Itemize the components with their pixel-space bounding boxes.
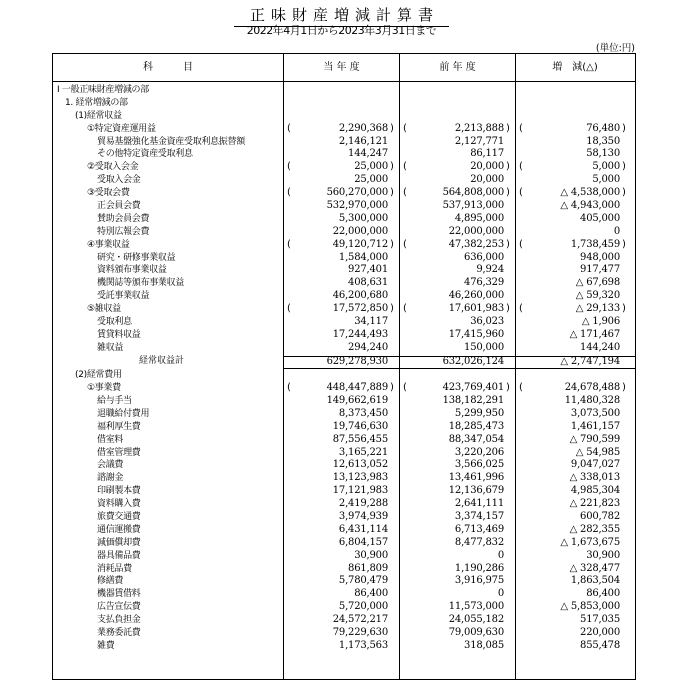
previous-year-value: 3,916,975 [454, 575, 504, 587]
current-year-value: 144,247 [348, 148, 388, 160]
row-label: 旅費交通費 [97, 512, 141, 522]
current-year-value: 629,278,930 [326, 355, 388, 367]
total-label: 経常収益計 [139, 355, 185, 366]
table-row [53, 447, 635, 460]
previous-year-value: 138,182,291 [442, 394, 504, 406]
current-year-value: 560,270,000 [326, 187, 388, 199]
current-year-value: 5,300,000 [338, 212, 388, 224]
change-value: △ 1,673,675 [560, 536, 620, 548]
row-label: 広告宣伝費 [97, 602, 141, 613]
close-paren: ) [390, 161, 394, 173]
change-value: 5,000 [592, 174, 620, 186]
current-year-value: 6,431,114 [338, 523, 388, 535]
previous-year-value: 9,924 [476, 264, 504, 276]
row-label: 修繕費 [97, 576, 124, 587]
table-row [53, 97, 635, 110]
change-value: 58,130 [586, 148, 620, 160]
current-year-value: 79,229,630 [332, 627, 388, 639]
current-year-value: 408,631 [348, 277, 388, 289]
table-header [53, 54, 635, 82]
table-body [53, 84, 635, 653]
row-label: その他特定資産受取利息 [97, 149, 193, 160]
row-label: (2)経常費用 [75, 370, 122, 381]
current-year-value: 1,584,000 [338, 251, 388, 263]
current-year-value: 34,117 [354, 316, 388, 328]
row-label: ⑤雑収益 [87, 304, 121, 315]
change-value: △ 54,985 [575, 446, 620, 458]
table-row [53, 524, 635, 537]
row-label: 福利厚生費 [97, 421, 141, 432]
previous-year-value: 150,000 [464, 341, 504, 353]
row-label: 退職給付費用 [97, 408, 150, 419]
change-value: 855,478 [580, 639, 620, 651]
previous-year-value: 6,713,469 [454, 523, 504, 535]
previous-year-value: 11,573,000 [448, 601, 504, 613]
current-year-value: 149,662,619 [326, 394, 388, 406]
current-year-value: 13,123,983 [332, 472, 388, 484]
change-value: 30,900 [586, 549, 620, 561]
current-year-value: 5,780,479 [338, 575, 388, 587]
change-value: 144,240 [580, 341, 620, 353]
open-paren: ( [403, 238, 407, 250]
open-paren: ( [519, 238, 523, 250]
table-row [53, 264, 635, 277]
change-value: 3,073,500 [570, 407, 620, 419]
previous-year-value: 0 [497, 588, 504, 600]
row-label: 機器賃借料 [97, 589, 141, 600]
previous-year-value: 3,220,206 [454, 446, 504, 458]
open-paren: ( [519, 122, 523, 134]
change-value: △ 2,747,194 [560, 355, 620, 367]
row-label: Ⅰ 一般正味財産増減の部 [57, 85, 149, 95]
change-value: 1,738,459 [570, 238, 620, 250]
table-row [53, 290, 635, 303]
table-row [53, 187, 635, 200]
open-paren: ( [403, 122, 407, 134]
table-row [53, 408, 635, 421]
row-label: 機関誌等頒布事業収益 [97, 278, 185, 289]
current-year-value: 2,290,368 [338, 122, 388, 134]
statement-table [52, 53, 636, 680]
close-paren: ) [506, 303, 510, 315]
close-paren: ) [622, 303, 626, 315]
change-value: 86,400 [586, 588, 620, 600]
change-value: 917,477 [580, 264, 620, 276]
change-value: △ 171,467 [569, 328, 620, 340]
close-paren: ) [390, 187, 394, 199]
table-row [53, 303, 635, 316]
change-value: 11,480,328 [564, 394, 620, 406]
row-label: 貿易基盤強化基金資産受取利息振替額 [97, 136, 245, 147]
change-value: △ 328,477 [569, 562, 620, 574]
previous-year-value: 22,000,000 [448, 225, 504, 237]
row-label: 正会員会費 [97, 201, 141, 212]
current-year-value: 25,000 [354, 174, 388, 186]
current-year-value: 86,400 [354, 588, 388, 600]
close-paren: ) [506, 161, 510, 173]
change-value: 0 [613, 225, 620, 237]
change-value: △ 59,320 [575, 290, 620, 302]
row-label: 特別広報会費 [97, 226, 150, 237]
change-value: 517,035 [580, 614, 620, 626]
row-label: 消耗品費 [97, 563, 132, 574]
previous-year-value: 12,136,679 [448, 485, 504, 497]
current-year-value: 17,121,983 [332, 485, 388, 497]
row-label: 1. 経常増減の部 [65, 97, 128, 108]
table-row [53, 575, 635, 588]
close-paren: ) [390, 382, 394, 394]
open-paren: ( [287, 238, 291, 250]
row-label: 研究・研修事業収益 [97, 252, 176, 263]
previous-year-value: 86,117 [470, 148, 504, 160]
current-year-value: 2,419,288 [338, 498, 388, 510]
row-label: 受取入会金 [97, 175, 141, 186]
close-paren: ) [622, 238, 626, 250]
previous-year-value: 24,055,182 [448, 614, 504, 626]
change-value: 1,461,157 [570, 420, 620, 432]
current-year-value: 12,613,052 [332, 459, 388, 471]
close-paren: ) [622, 382, 626, 394]
row-label: 受取利息 [97, 317, 132, 328]
open-paren: ( [519, 187, 523, 199]
open-paren: ( [287, 382, 291, 394]
previous-year-value: 20,000 [470, 161, 504, 173]
current-year-value: 8,373,450 [338, 407, 388, 419]
row-label: 印刷製本費 [97, 486, 141, 497]
change-value: 9,047,027 [570, 459, 620, 471]
table-row [53, 601, 635, 614]
current-year-value: 3,974,939 [338, 511, 388, 522]
change-value: 220,000 [580, 627, 620, 639]
open-paren: ( [519, 303, 523, 315]
table-row [53, 511, 635, 524]
previous-year-value: 4,895,000 [454, 212, 504, 224]
current-year-value: 46,200,680 [332, 290, 388, 302]
open-paren: ( [403, 187, 407, 199]
open-paren: ( [519, 382, 523, 394]
current-year-value: 87,556,455 [332, 433, 388, 445]
table-row [53, 213, 635, 226]
change-value: 405,000 [580, 212, 620, 224]
change-value: 24,678,488 [564, 382, 620, 394]
change-value: △ 67,698 [575, 277, 620, 289]
header-subject: 科 目 [143, 62, 193, 73]
table-row [53, 174, 635, 187]
current-year-value: 17,244,493 [332, 328, 388, 340]
table-row [53, 485, 635, 498]
row-label: 賛助会員会費 [97, 213, 150, 224]
close-paren: ) [506, 122, 510, 134]
previous-year-value: 632,026,124 [442, 355, 504, 367]
change-value: △ 1,906 [581, 316, 620, 328]
change-value: △ 282,355 [569, 523, 620, 535]
change-value: 600,782 [580, 511, 620, 522]
previous-year-value: 20,000 [470, 174, 504, 186]
row-label: 支払負担金 [97, 615, 141, 626]
current-year-value: 861,809 [348, 562, 388, 574]
table-row [53, 395, 635, 408]
previous-year-value: 17,415,960 [448, 328, 504, 340]
previous-year-value: 318,085 [464, 639, 504, 651]
total-row [53, 355, 635, 370]
close-paren: ) [506, 382, 510, 394]
table-row [53, 640, 635, 653]
table-row [53, 277, 635, 290]
table-row [53, 123, 635, 136]
table-row [53, 459, 635, 472]
row-label: 雑収益 [97, 342, 124, 353]
row-label: ②受取入会金 [87, 162, 139, 173]
table-row [53, 136, 635, 149]
previous-year-value: 13,461,996 [448, 472, 504, 484]
header-current-year: 当 年 度 [323, 62, 360, 73]
change-value: △ 221,823 [569, 498, 620, 510]
previous-year-value: 3,566,025 [454, 459, 504, 471]
open-paren: ( [403, 382, 407, 394]
current-year-value: 532,970,000 [326, 200, 388, 212]
previous-year-value: 2,213,888 [454, 122, 504, 134]
previous-year-value: 537,913,000 [442, 200, 504, 212]
table-row [53, 148, 635, 161]
table-row [53, 239, 635, 252]
change-value: 4,985,304 [570, 485, 620, 497]
table-row [53, 200, 635, 213]
close-paren: ) [506, 238, 510, 250]
previous-year-value: 476,329 [464, 277, 504, 289]
change-value: △ 338,013 [569, 472, 620, 484]
change-value: △ 790,599 [569, 433, 620, 445]
current-year-value: 49,120,712 [332, 238, 388, 250]
row-label: 資料購入費 [97, 499, 141, 510]
table-row [53, 434, 635, 447]
row-label: ①特定資産運用益 [87, 123, 156, 134]
change-value: △ 4,538,000 [560, 187, 620, 199]
row-label: ④事業収益 [87, 239, 130, 250]
row-label: 給与手当 [97, 395, 132, 406]
current-year-value: 17,572,850 [332, 303, 388, 315]
close-paren: ) [390, 303, 394, 315]
open-paren: ( [403, 303, 407, 315]
row-label: 借室料 [97, 434, 124, 445]
current-year-value: 25,000 [354, 161, 388, 173]
previous-year-value: 3,374,157 [454, 511, 504, 522]
open-paren: ( [519, 161, 523, 173]
open-paren: ( [287, 303, 291, 315]
row-label: 借室管理費 [97, 447, 141, 458]
previous-year-value: 8,477,832 [454, 536, 504, 548]
current-year-value: 19,746,630 [332, 420, 388, 432]
previous-year-value: 2,641,111 [454, 498, 504, 510]
header-previous-year: 前 年 度 [439, 62, 476, 73]
current-year-value: 927,401 [348, 264, 388, 276]
current-year-value: 3,165,221 [338, 446, 388, 458]
previous-year-value: 18,285,473 [448, 420, 504, 432]
close-paren: ) [622, 161, 626, 173]
document-title: 正味財産増減計算書 [0, 4, 683, 27]
table-row [53, 537, 635, 550]
current-year-value: 294,240 [348, 341, 388, 353]
row-label: 雑費 [97, 640, 115, 651]
table-row [53, 550, 635, 563]
previous-year-value: 5,299,950 [454, 407, 504, 419]
table-row [53, 84, 635, 97]
change-value: 18,350 [586, 135, 620, 147]
current-year-value: 5,720,000 [338, 601, 388, 613]
previous-year-value: 46,260,000 [448, 290, 504, 302]
row-label: 諮謝金 [97, 473, 124, 484]
unit-label: (単位:円) [595, 43, 635, 54]
close-paren: ) [622, 122, 626, 134]
table-row [53, 614, 635, 627]
change-value: 1,863,504 [570, 575, 620, 587]
table-row [53, 110, 635, 123]
row-label: 資料頒布事業収益 [97, 265, 167, 276]
previous-year-value: 1,190,286 [454, 562, 504, 574]
change-value: △ 29,133 [575, 303, 620, 315]
row-label: 減価償却費 [97, 537, 141, 548]
row-label: ③受取会費 [87, 188, 130, 199]
previous-year-value: 636,000 [464, 251, 504, 263]
table-row [53, 421, 635, 434]
table-row [53, 563, 635, 576]
row-label: 受託事業収益 [97, 291, 150, 302]
row-label: 器具備品費 [97, 550, 141, 561]
previous-year-value: 17,601,983 [448, 303, 504, 315]
change-value: 948,000 [580, 251, 620, 263]
close-paren: ) [506, 187, 510, 199]
previous-year-value: 47,382,253 [448, 238, 504, 250]
table-row [53, 472, 635, 485]
fiscal-period: 2022年4月1日から2023年3月31日まで [246, 24, 437, 37]
current-year-value: 22,000,000 [332, 225, 388, 237]
close-paren: ) [390, 238, 394, 250]
open-paren: ( [287, 161, 291, 173]
current-year-value: 1,173,563 [338, 639, 388, 651]
table-row [53, 226, 635, 239]
row-label: 会議費 [97, 460, 124, 471]
row-label: ①事業費 [87, 383, 121, 394]
table-row [53, 498, 635, 511]
previous-year-value: 564,808,000 [442, 187, 504, 199]
row-label: (1)経常収益 [75, 110, 122, 121]
open-paren: ( [403, 161, 407, 173]
close-paren: ) [622, 187, 626, 199]
change-value: △ 4,943,000 [560, 200, 620, 212]
table-row [53, 627, 635, 640]
current-year-value: 448,447,889 [326, 382, 388, 394]
previous-year-value: 79,009,630 [448, 627, 504, 639]
row-label: 賃貸料収益 [97, 329, 141, 340]
previous-year-value: 0 [497, 549, 504, 561]
table-row [53, 161, 635, 174]
previous-year-value: 88,347,054 [448, 433, 504, 445]
table-row [53, 342, 635, 355]
table-row [53, 252, 635, 265]
previous-year-value: 36,023 [470, 316, 504, 328]
table-row [53, 588, 635, 601]
change-value: △ 5,853,000 [560, 601, 620, 613]
row-label: 業務委託費 [97, 628, 141, 639]
current-year-value: 24,572,217 [332, 614, 388, 626]
table-row [53, 382, 635, 395]
row-label: 通信運搬費 [97, 524, 141, 535]
previous-year-value: 2,127,771 [454, 135, 504, 147]
change-value: 5,000 [592, 161, 620, 173]
open-paren: ( [287, 122, 291, 134]
table-row [53, 369, 635, 382]
current-year-value: 30,900 [354, 549, 388, 561]
change-value: 76,480 [586, 122, 620, 134]
current-year-value: 6,804,157 [338, 536, 388, 548]
table-row [53, 329, 635, 342]
close-paren: ) [390, 122, 394, 134]
header-change: 増 減(△) [552, 62, 598, 73]
open-paren: ( [287, 187, 291, 199]
table-row [53, 316, 635, 329]
previous-year-value: 423,769,401 [442, 382, 504, 394]
current-year-value: 2,146,121 [338, 135, 388, 147]
